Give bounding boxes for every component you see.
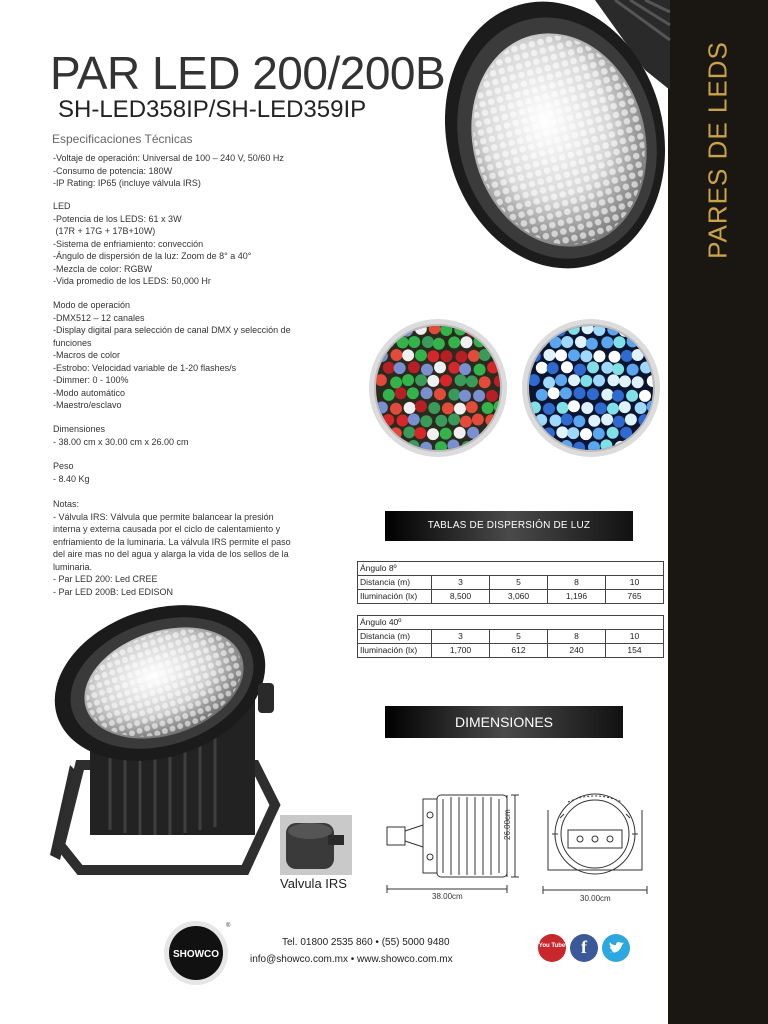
dispersion-banner: TABLAS DE DISPERSIÓN DE LUZ	[385, 511, 633, 541]
spec-line: -Maestro/esclavo	[53, 400, 122, 410]
spec-line: - 8.40 Kg	[53, 473, 90, 484]
table-cell: 612	[490, 644, 548, 658]
dimensions-specs	[53, 423, 333, 448]
spec-line: -Estrobo: Velocidad variable de 1-20 flashes/s	[53, 362, 237, 373]
table-cell: 3	[432, 630, 490, 644]
spec-line: -Voltaje de operación: Universal de 100 – 240 V, 50/60 Hz	[53, 153, 284, 163]
email-website: info@showco.com.mx • www.showco.com.mx	[250, 954, 453, 965]
table-row	[358, 590, 664, 604]
row-label: Distancia (m)	[358, 630, 432, 644]
spec-line: -Mezcla de color: RGBW	[53, 263, 153, 274]
spec-heading: Dimensiones	[53, 424, 106, 434]
led-specs	[53, 200, 333, 288]
blue-white-led-closeup	[521, 318, 661, 458]
valve-caption: Valvula IRS	[280, 876, 347, 891]
side-label-text: PARES DE LEDS	[702, 41, 733, 259]
row-label: Iluminación (lx)	[358, 644, 432, 658]
table-cell: 8	[548, 630, 606, 644]
spec-heading: Modo de operación	[53, 300, 131, 310]
table-cell: 5	[490, 576, 548, 590]
facebook-icon[interactable]	[570, 934, 598, 962]
dispersion-table-40	[357, 615, 664, 658]
front-dimension-drawing	[538, 790, 653, 905]
table-cell: 1,700	[432, 644, 490, 658]
spec-line: -Modo automático	[53, 387, 126, 398]
dispersion-table-8	[357, 561, 664, 604]
row-label: Iluminación (lx)	[358, 590, 432, 604]
youtube-icon[interactable]	[538, 934, 566, 962]
table-cell: 10	[606, 576, 664, 590]
spec-line: - Válvula IRS: Válvula que permite balancear la presión	[53, 511, 274, 522]
spec-heading: LED	[53, 201, 71, 211]
spec-line: -IP Rating: IP65 (incluye válvula IRS)	[53, 178, 201, 188]
spec-heading: Notas:	[53, 499, 80, 509]
dimensions-banner: DIMENSIONES	[385, 706, 623, 738]
spec-line: -Dimmer: 0 - 100%	[53, 375, 129, 385]
table-cell: 1,196	[548, 590, 606, 604]
table-title: Ángulo 8º	[358, 562, 664, 576]
spec-line: -Display digital para selección de canal DMX y selección de	[53, 325, 291, 335]
table-cell: 240	[548, 644, 606, 658]
specs-heading: Especificaciones Técnicas	[52, 132, 193, 146]
table-row	[358, 576, 664, 590]
spec-line: -Consumo de potencia: 180W	[53, 165, 173, 176]
table-row	[358, 644, 664, 658]
table-title: Ángulo 40º	[358, 616, 664, 630]
spec-line: -DMX512 – 12 canales	[53, 312, 145, 323]
spec-line: funciones	[53, 337, 92, 348]
youtube-text: You Tube	[538, 943, 566, 949]
phone-numbers: Tel. 01800 2535 860 • (55) 5000 9480	[282, 937, 450, 948]
spec-heading: Peso	[53, 461, 74, 471]
operation-specs	[53, 299, 333, 412]
side-dimension-drawing	[383, 785, 533, 905]
twitter-bird-icon	[602, 934, 630, 962]
lamp-top-image	[445, 0, 670, 275]
general-specs	[53, 152, 333, 190]
spec-line: - Par LED 200B: Led EDISON	[53, 586, 174, 597]
spec-line: - Par LED 200: Led CREE	[53, 574, 158, 584]
table-cell: 8	[548, 576, 606, 590]
table-cell: 154	[606, 644, 664, 658]
height-dimension-label: 26.00cm	[503, 809, 512, 840]
side-label	[668, 0, 768, 300]
spec-line: luminaria.	[53, 561, 93, 572]
width-dimension-label: 38.00cm	[432, 892, 463, 901]
table-cell: 765	[606, 590, 664, 604]
spec-line: -Macros de color	[53, 350, 121, 360]
table-cell: 10	[606, 630, 664, 644]
spec-line: enfriamiento de la luminaria. La válvula IRS permite el paso	[53, 536, 291, 547]
notes	[53, 498, 333, 598]
table-cell: 8,500	[432, 590, 490, 604]
showco-logo	[163, 920, 229, 986]
twitter-icon[interactable]	[602, 934, 630, 962]
svg-text:®: ®	[226, 923, 231, 929]
svg-text:SHOWCO: SHOWCO	[172, 949, 220, 960]
table-row	[358, 630, 664, 644]
facebook-glyph: f	[581, 937, 587, 957]
front-dimension-label: 30.00cm	[580, 894, 611, 903]
lamp-bottom-image	[50, 605, 280, 900]
spec-line: del aire mas no del agua y alarga la vida de los sellos de la	[53, 549, 289, 559]
spec-line: -Sistema de enfriamiento: convección	[53, 238, 204, 249]
spec-line: (17R + 17G + 17B+10W)	[53, 226, 156, 236]
irs-valve-image	[280, 815, 352, 875]
row-label: Distancia (m)	[358, 576, 432, 590]
spec-line: - 38.00 cm x 30.00 cm x 26.00 cm	[53, 436, 189, 447]
weight-specs	[53, 460, 333, 485]
page-title: PAR LED 200/200B	[50, 47, 446, 99]
spec-line: -Ángulo de dispersión de la luz: Zoom de 8° a 40°	[53, 251, 252, 261]
table-cell: 5	[490, 630, 548, 644]
spec-line: interna y externa causada por el ciclo de calentamiento y	[53, 524, 281, 534]
model-numbers: SH-LED358IP/SH-LED359IP	[58, 96, 367, 123]
table-cell: 3	[432, 576, 490, 590]
table-cell: 3,060	[490, 590, 548, 604]
spec-line: -Potencia de los LEDS: 61 x 3W	[53, 213, 182, 224]
rgbw-led-closeup	[368, 318, 508, 458]
spec-line: -Vida promedio de los LEDS: 50,000 Hr	[53, 276, 211, 286]
